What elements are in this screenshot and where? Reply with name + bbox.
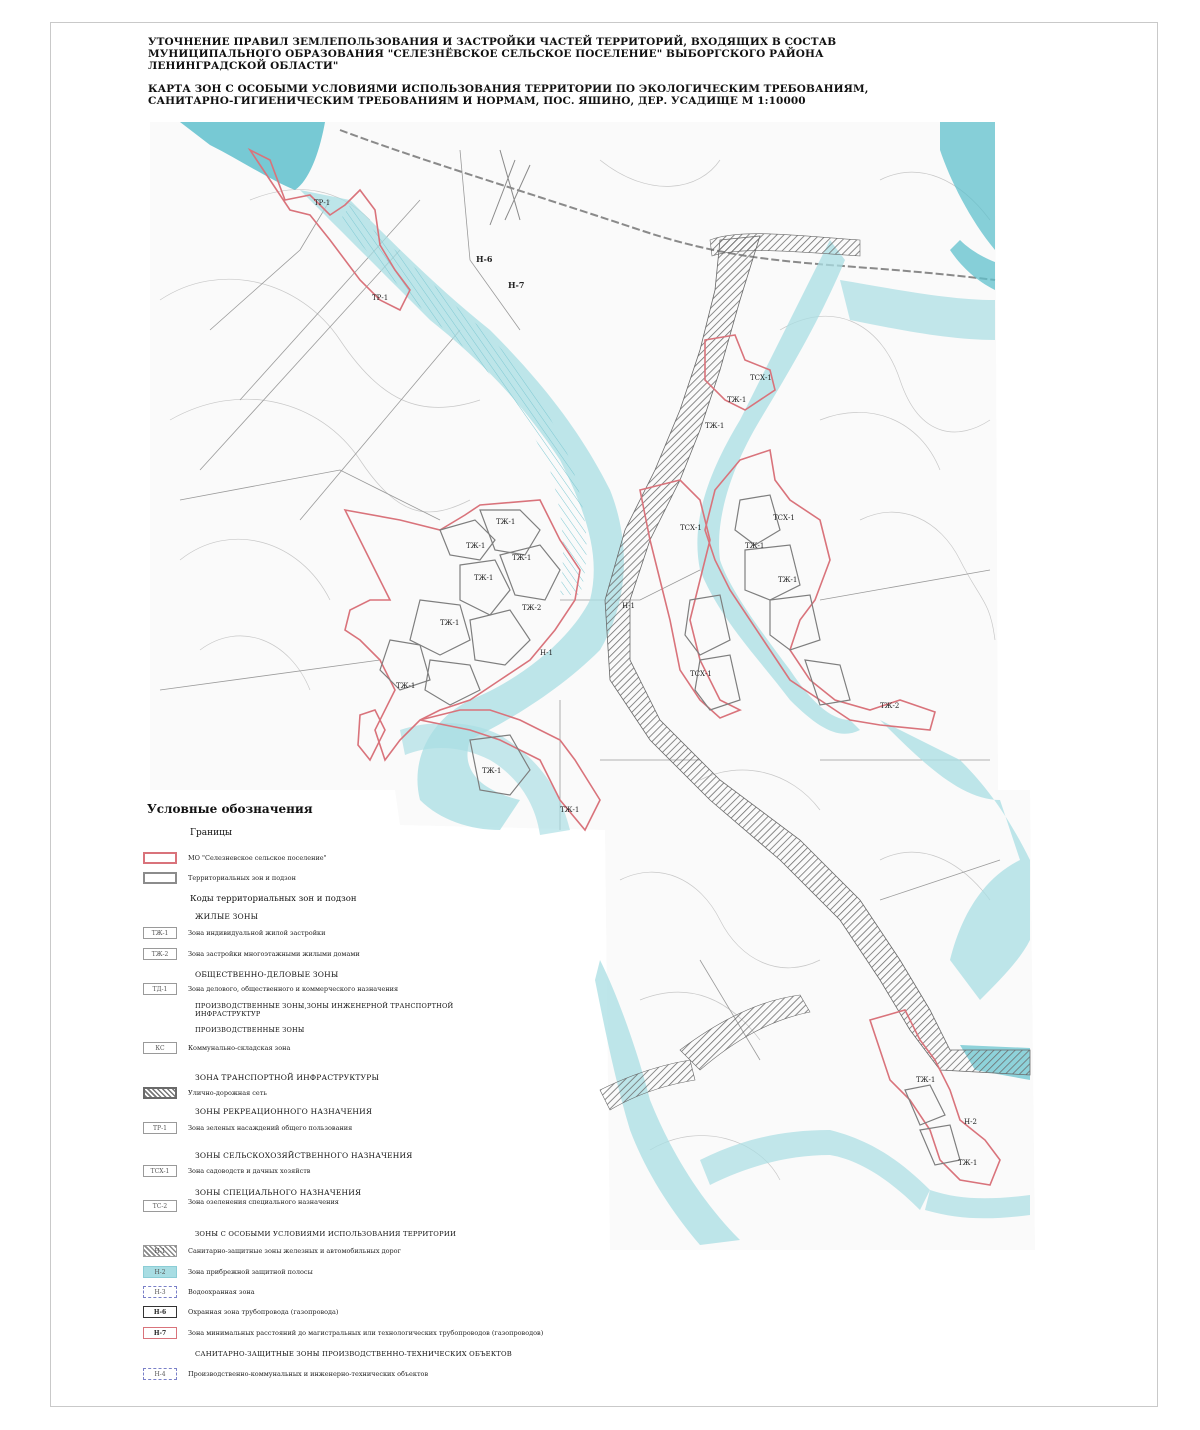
label-n1-b: Н-1: [540, 649, 553, 657]
code-box: Н-1: [143, 1245, 177, 1257]
label-tzh2-b: ТЖ-2: [880, 702, 900, 710]
legend-text: Санитарно-защитные зоны железных и автомобильных дорог: [188, 1247, 401, 1255]
legend-agri-heading: ЗОНЫ СЕЛЬСКОХОЗЯЙСТВЕННОГО НАЗНАЧЕНИЯ: [195, 1151, 413, 1160]
zone-boundary-swatch: [143, 872, 177, 884]
legend-item-tzh1: [140, 927, 620, 943]
code-box: ТР-1: [143, 1122, 177, 1134]
legend-text: Зона прибрежной защитной полосы: [188, 1268, 313, 1276]
legend-recreation-heading: ЗОНЫ РЕКРЕАЦИОННОГО НАЗНАЧЕНИЯ: [195, 1107, 373, 1116]
label-tr1-b: ТР-1: [372, 294, 389, 302]
legend-item-n7: [140, 1327, 620, 1343]
label-tzh1-i: ТЖ-1: [727, 396, 747, 404]
legend-text: Производственно-коммунальных и инженерно-технических объектов: [188, 1370, 429, 1378]
legend-text: Зона озеленения специального назначения: [188, 1198, 339, 1206]
legend-item-ts2: [140, 1200, 620, 1216]
label-tzh2: ТЖ-2: [522, 604, 542, 612]
label-n7: Н-7: [508, 280, 525, 290]
legend-item-ks: [140, 1042, 620, 1058]
mo-boundary-swatch: [143, 852, 177, 864]
legend-text: Территориальных зон и подзон: [188, 874, 296, 882]
legend-text: Зона садоводств и дачных хозяйств: [188, 1167, 311, 1175]
label-tsh1-a: ТСХ-1: [750, 374, 772, 382]
legend-title: Условные обозначения: [147, 802, 313, 816]
label-tzh1-e: ТЖ-1: [440, 619, 460, 627]
code-box: ТС-2: [143, 1200, 177, 1212]
legend-item-n3: [140, 1286, 620, 1302]
code-box: Н-2: [143, 1266, 177, 1278]
legend-boundaries-heading: Границы: [190, 828, 233, 838]
legend-text: Коммунально-складская зона: [188, 1044, 291, 1052]
road-swatch: [143, 1087, 177, 1099]
label-tr1: ТР-1: [314, 199, 331, 207]
legend-item-n1: [140, 1245, 620, 1261]
code-box: ТСХ-1: [143, 1165, 177, 1177]
title-line-3: ЛЕНИНГРАДСКОЙ ОБЛАСТИ": [148, 60, 339, 72]
subtitle-line-1: КАРТА ЗОН С ОСОБЫМИ УСЛОВИЯМИ ИСПОЛЬЗОВАНИЯ ТЕРРИТОРИИ ПО ЭКОЛОГИЧЕСКИМ ТРЕБОВАНИЯМ,: [148, 83, 869, 95]
code-box: Н-4: [143, 1368, 177, 1380]
legend-sanitary-heading: САНИТАРНО-ЗАЩИТНЫЕ ЗОНЫ ПРОИЗВОДСТВЕННО-ТЕХНИЧЕСКИХ ОБЪЕКТОВ: [195, 1350, 512, 1358]
legend-item-n6: [140, 1306, 620, 1322]
legend-item-tsh1: [140, 1165, 620, 1181]
label-tzh1-g: ТЖ-1: [482, 767, 502, 775]
legend-item-tr1: [140, 1122, 620, 1138]
legend-special-heading: ЗОНЫ СПЕЦИАЛЬНОГО НАЗНАЧЕНИЯ: [195, 1188, 362, 1197]
code-box: ТЖ-1: [143, 927, 177, 939]
legend-item-tzh2: [140, 948, 620, 964]
title-line-1: УТОЧНЕНИЕ ПРАВИЛ ЗЕМЛЕПОЛЬЗОВАНИЯ И ЗАСТРОЙКИ ЧАСТЕЙ ТЕРРИТОРИЙ, ВХОДЯЩИХ В СОСТАВ: [148, 36, 837, 48]
label-tzh1-k: ТЖ-1: [745, 542, 765, 550]
legend-text: Охранная зона трубопровода (газопровода): [188, 1308, 339, 1316]
map-legend: [140, 800, 620, 1400]
label-tsh1-c: ТСХ-1: [680, 524, 702, 532]
label-tzh1-d: ТЖ-1: [474, 574, 494, 582]
legend-text: Зона застройки многоэтажными жилыми домами: [188, 950, 360, 958]
legend-text: Зона минимальных расстояний до магистральных или технологических трубопроводов (газопроводов): [188, 1329, 544, 1337]
legend-text: Водоохранная зона: [188, 1288, 255, 1296]
label-tzh1-h: ТЖ-1: [560, 806, 580, 814]
code-box: Н-7: [143, 1327, 177, 1339]
code-box: ТЖ-2: [143, 948, 177, 960]
code-box: Н-6: [143, 1306, 177, 1318]
legend-item-mo-boundary: [140, 852, 620, 868]
legend-item-transport: [140, 1087, 620, 1103]
label-tsh1-b: ТСХ-1: [773, 514, 795, 522]
label-tzh1-j: ТЖ-1: [705, 422, 725, 430]
label-tzh1-n: ТЖ-1: [958, 1159, 978, 1167]
legend-item-zone-boundary: [140, 872, 620, 888]
legend-text: Зона делового, общественного и коммерческого назначения: [188, 985, 399, 993]
label-tzh1-c: ТЖ-1: [512, 554, 532, 562]
legend-item-n4: [140, 1368, 620, 1384]
subtitle-line-2: САНИТАРНО-ГИГИЕНИЧЕСКИМ ТРЕБОВАНИЯМ И НОРМАМ, ПОС. ЯШИНО, ДЕР. УСАДИЩЕ М 1:10000: [148, 95, 806, 107]
code-box: Н-3: [143, 1286, 177, 1298]
legend-text: Зона индивидуальной жилой застройки: [188, 929, 326, 937]
legend-restrict-heading: ЗОНЫ С ОСОБЫМИ УСЛОВИЯМИ ИСПОЛЬЗОВАНИЯ ТЕРРИТОРИИ: [195, 1230, 457, 1238]
label-tzh1-b: ТЖ-1: [466, 542, 486, 550]
label-n1-a: Н-1: [622, 602, 635, 610]
code-box: КС: [143, 1042, 177, 1054]
legend-codes-heading: Коды территориальных зон и подзон: [190, 894, 357, 904]
legend-text: МО "Селезневское сельское поселение": [188, 854, 327, 862]
legend-text: Зона зеленых насаждений общего пользования: [188, 1124, 353, 1132]
legend-transport-heading: ЗОНА ТРАНСПОРТНОЙ ИНФРАСТРУКТУРЫ: [195, 1073, 380, 1082]
legend-industrial-subheading: ПРОИЗВОДСТВЕННЫЕ ЗОНЫ: [195, 1026, 305, 1034]
label-tzh1-m: ТЖ-1: [916, 1076, 936, 1084]
code-box: ТД-1: [143, 983, 177, 995]
label-tzh1-f: ТЖ-1: [396, 682, 416, 690]
legend-residential-heading: ЖИЛЫЕ ЗОНЫ: [195, 912, 259, 921]
legend-item-td1: [140, 983, 620, 999]
label-n2: Н-2: [964, 1118, 977, 1126]
title-line-2: МУНИЦИПАЛЬНОГО ОБРАЗОВАНИЯ "СЕЛЕЗНЁВСКОЕ СЕЛЬСКОЕ ПОСЕЛЕНИЕ" ВЫБОРГСКОГО РАЙОНА: [148, 48, 824, 60]
label-tzh1-l: ТЖ-1: [778, 576, 798, 584]
legend-text: Улично-дорожная сеть: [188, 1089, 267, 1097]
label-tzh1-a: ТЖ-1: [496, 518, 516, 526]
label-tsh1-d: ТСХ-1: [690, 670, 712, 678]
legend-item-n2: [140, 1266, 620, 1282]
legend-business-heading: ОБЩЕСТВЕННО-ДЕЛОВЫЕ ЗОНЫ: [195, 970, 339, 979]
label-n6: Н-6: [476, 254, 493, 264]
legend-industrial-heading: ПРОИЗВОДСТВЕННЫЕ ЗОНЫ,ЗОНЫ ИНЖЕНЕРНОЙ ТРАНСПОРТНОЙ ИНФРАСТРУКТУР: [195, 1002, 454, 1018]
